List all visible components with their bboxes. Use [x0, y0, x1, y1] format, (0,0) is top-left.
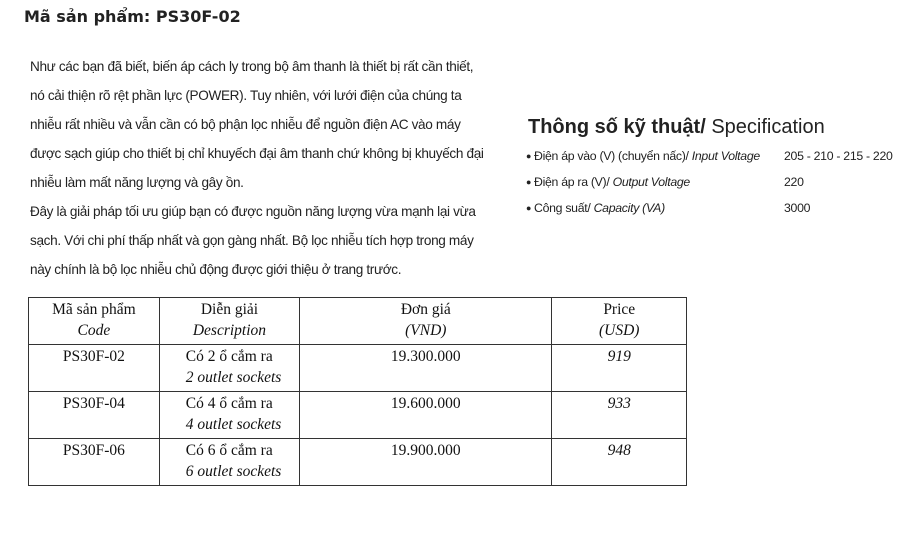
spec-value: 220 [784, 175, 804, 189]
spec-label-en: Output Voltage [612, 175, 690, 189]
spec-label-en: Input Voltage [691, 149, 760, 163]
spec-label-en: Capacity (VA) [593, 201, 665, 215]
header-description-en: Description [192, 322, 267, 339]
bullet-icon: ● [526, 151, 532, 161]
header-price-vnd-unit: (VND) [405, 322, 447, 339]
table-row [29, 392, 687, 439]
intro-line: nhiễu làm mất năng lượng và gây ồn. [30, 175, 244, 190]
price-usd: 919 [552, 345, 687, 392]
header-price-vnd-vi: Đơn giá [400, 301, 451, 318]
header-code [29, 298, 160, 345]
intro-line: này chính là bộ lọc nhiễu chủ động được giới thiệu ở trang trước. [30, 262, 402, 277]
header-code-vi: Mã sản phẩm [52, 301, 136, 318]
spec-label-vi: Điện áp vào (V) (chuyển nấc)/ [534, 149, 692, 163]
header-price-vnd [300, 298, 552, 345]
header-description-vi: Diễn giải [200, 301, 259, 318]
spec-list [526, 149, 906, 227]
header-price-usd [552, 298, 687, 345]
header-description [159, 298, 299, 345]
product-description [159, 392, 299, 439]
spec-label [534, 149, 760, 163]
bullet-icon: ● [526, 177, 532, 187]
price-usd: 948 [552, 439, 687, 486]
product-description [159, 345, 299, 392]
bullet-icon: ● [526, 203, 532, 213]
price-vnd: 19.300.000 [300, 345, 552, 392]
price-usd: 933 [552, 392, 687, 439]
intro-line: nó cải thiện rõ rệt phần lực (POWER). Tuy nhiên, với lưới điện của chúng ta [30, 88, 462, 103]
table-row [29, 439, 687, 486]
price-vnd: 19.600.000 [300, 392, 552, 439]
intro-line: sạch. Với chi phí thấp nhất và gọn gàng nhất. Bộ lọc nhiễu tích hợp trong máy [30, 233, 474, 248]
product-code: PS30F-02 [29, 345, 160, 392]
spec-value: 3000 [784, 201, 811, 215]
description-en: 2 outlet sockets [185, 369, 282, 386]
description-en: 6 outlet sockets [185, 463, 282, 480]
intro-line: Đây là giải pháp tối ưu giúp bạn có được nguồn năng lượng vừa mạnh lại vừa [30, 204, 476, 219]
product-code: PS30F-04 [29, 392, 160, 439]
description-vi: Có 6 ổ cắm ra [185, 442, 273, 459]
page-title: Mã sản phẩm: PS30F-02 [24, 7, 241, 26]
spec-row-capacity [526, 201, 906, 227]
spec-row-input-voltage [526, 149, 906, 175]
spec-title-vi: Thông số kỹ thuật/ [528, 116, 706, 138]
spec-label-vi: Điện áp ra (V)/ [534, 175, 613, 189]
spec-row-output-voltage [526, 175, 906, 201]
description-en: 4 outlet sockets [185, 416, 282, 433]
intro-line: nhiễu rất nhiều và vẫn cần có bộ phận lọc nhiễu để nguồn điện AC vào máy [30, 117, 461, 132]
header-price-usd-unit: (USD) [599, 322, 640, 339]
product-description [159, 439, 299, 486]
price-vnd: 19.900.000 [300, 439, 552, 486]
spec-label [534, 201, 665, 215]
spec-value: 205 - 210 - 215 - 220 [784, 149, 893, 163]
description-vi: Có 4 ổ cắm ra [185, 395, 273, 412]
product-code: PS30F-06 [29, 439, 160, 486]
intro-paragraph [30, 52, 500, 284]
header-code-en: Code [77, 322, 111, 339]
spec-title [528, 116, 825, 139]
spec-label [534, 175, 690, 189]
price-table [28, 297, 687, 486]
intro-line: được sạch giúp cho thiết bị chỉ khuyếch đại âm thanh chứ không bị khuyếch đại [30, 146, 484, 161]
intro-line: Như các bạn đã biết, biến áp cách ly trong bộ âm thanh là thiết bị rất cần thiết, [30, 59, 474, 74]
spec-title-en: Specification [705, 116, 825, 138]
table-row [29, 345, 687, 392]
table-header-row [29, 298, 687, 345]
spec-label-vi: Công suất/ [534, 201, 594, 215]
description-vi: Có 2 ổ cắm ra [185, 348, 273, 365]
header-price-usd-label: Price [603, 301, 636, 318]
